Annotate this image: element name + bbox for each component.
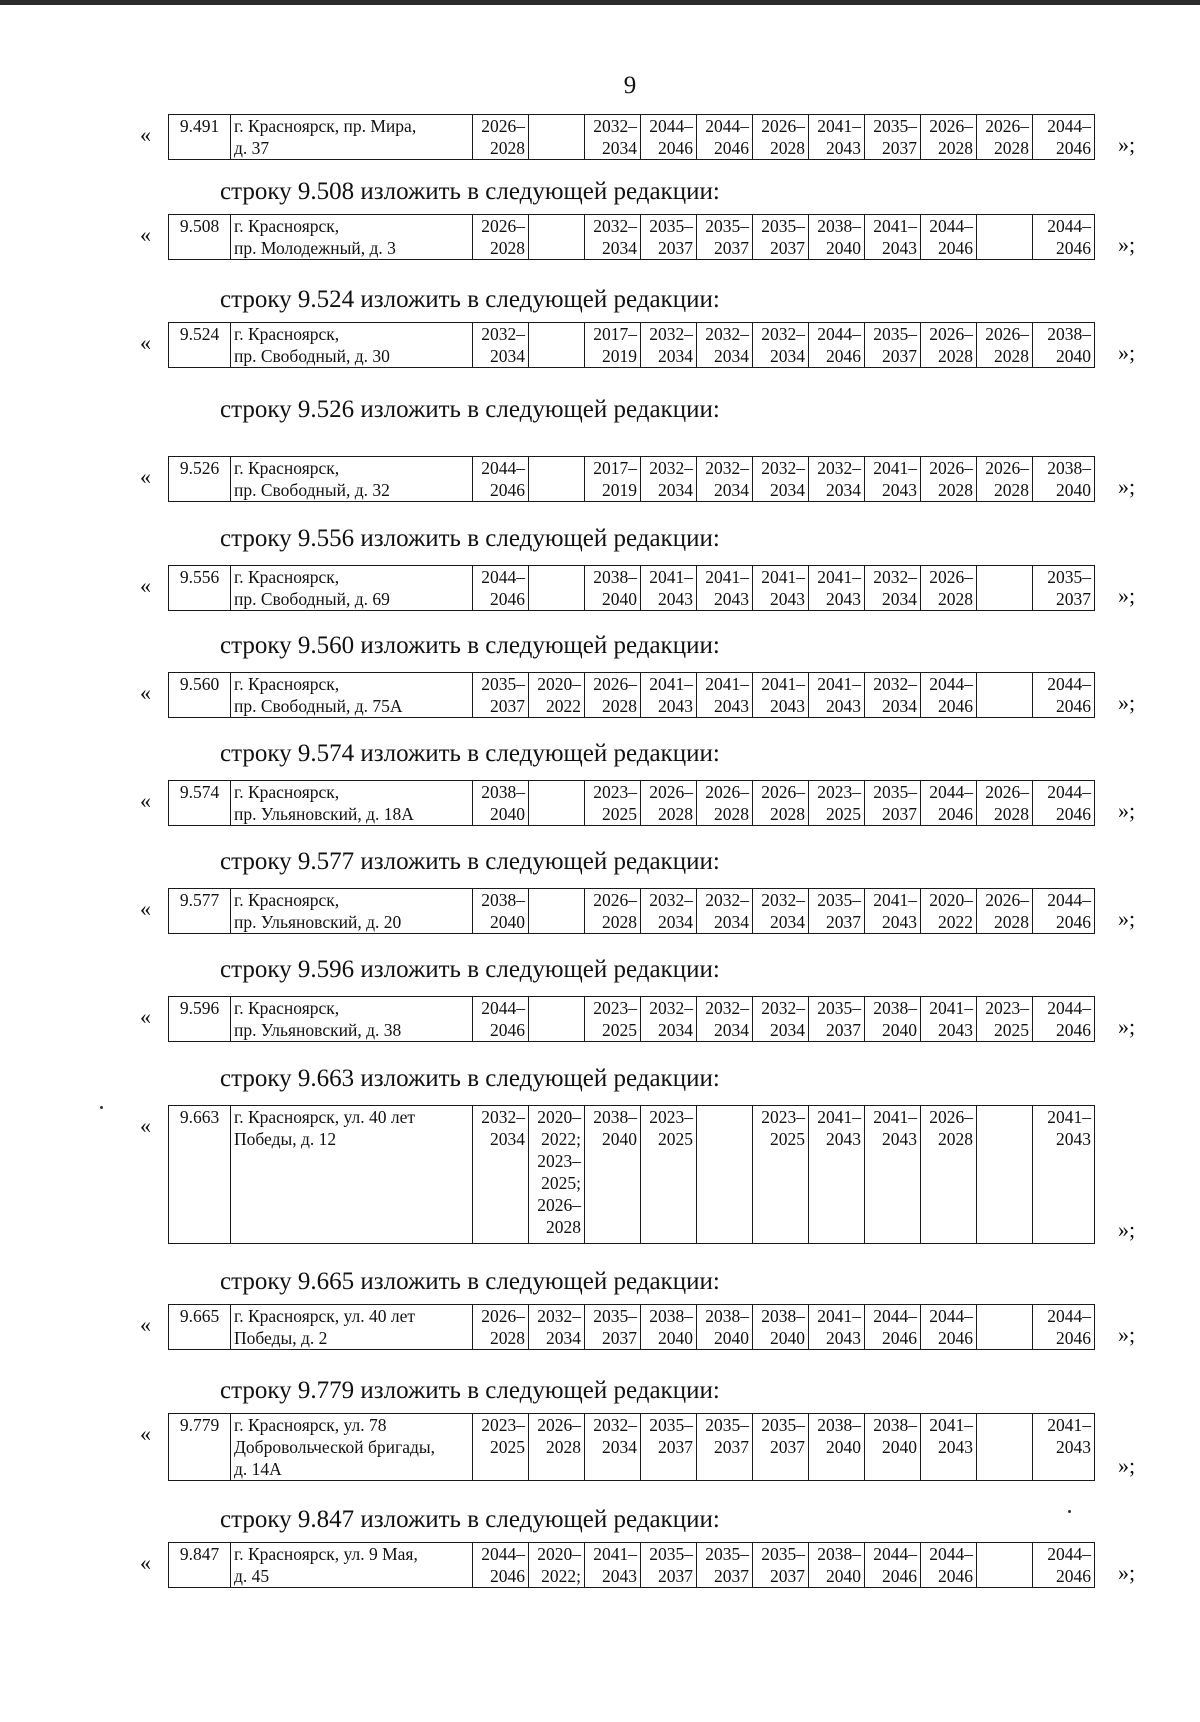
quote-open: « (140, 680, 151, 705)
year-cell: 2032– 2034 (753, 323, 809, 368)
year-cell: 2023– 2025 (977, 997, 1033, 1042)
year-cell: 2032– 2034 (865, 673, 921, 718)
table-row (168, 1304, 1095, 1350)
table-row (168, 780, 1095, 826)
year-cell: 2026– 2028 (473, 115, 529, 160)
year-cell: 2041– 2043 (865, 215, 921, 260)
quote-close: »; (1118, 906, 1136, 931)
year-cell: 2041– 2043 (809, 673, 865, 718)
year-cell: 2026– 2028 (921, 457, 977, 502)
quote-close: »; (1118, 1560, 1136, 1585)
year-cell: 2020– 2022; 2023– 2025; 2026– 2028 (529, 1106, 585, 1244)
year-cell: 2020– 2022 (921, 889, 977, 934)
year-cell: 2032– 2034 (585, 1414, 641, 1481)
year-cell: 2032– 2034 (641, 457, 697, 502)
scan-speck (1068, 1510, 1071, 1513)
quote-close: »; (1118, 232, 1136, 257)
year-cell: 2032– 2034 (753, 997, 809, 1042)
instruction-text: строку 9.847 изложить в следующей редакции: (220, 1506, 720, 1533)
year-cell: 2032– 2034 (473, 1106, 529, 1244)
instruction-text: строку 9.665 изложить в следующей редакции: (220, 1268, 720, 1295)
year-cell: 2041– 2043 (585, 1543, 641, 1588)
year-cell: 2026– 2028 (641, 781, 697, 826)
row-number: 9.779 (169, 1414, 231, 1481)
table-row (168, 456, 1095, 502)
quote-open: « (140, 464, 151, 489)
table-row (168, 996, 1095, 1042)
year-cell: 2032– 2034 (529, 1305, 585, 1350)
instruction-text: строку 9.560 изложить в следующей редакции: (220, 632, 720, 659)
year-cell: 2041– 2043 (641, 566, 697, 611)
address-cell: г. Красноярск, пр. Свободный, д. 69 (231, 566, 473, 611)
address-cell: г. Красноярск, ул. 9 Мая, д. 45 (231, 1543, 473, 1588)
address-cell: г. Красноярск, ул. 40 лет Победы, д. 12 (231, 1106, 473, 1244)
table-row (168, 888, 1095, 934)
address-cell: г. Красноярск, пр. Молодежный, д. 3 (231, 215, 473, 260)
year-cell: 2038– 2040 (809, 215, 865, 260)
year-cell: 2038– 2040 (585, 1106, 641, 1244)
quote-close: »; (1118, 474, 1136, 499)
year-cell: 2044– 2046 (865, 1305, 921, 1350)
year-cell: 2032– 2034 (809, 457, 865, 502)
quote-open: « (140, 222, 151, 247)
year-cell: 2044– 2046 (697, 115, 753, 160)
address-cell: г. Красноярск, пр. Ульяновский, д. 38 (231, 997, 473, 1042)
year-cell: 2038– 2040 (585, 566, 641, 611)
year-cell: 2026– 2028 (473, 215, 529, 260)
year-cell (977, 215, 1033, 260)
year-cell: 2032– 2034 (697, 457, 753, 502)
year-cell: 2038– 2040 (1033, 457, 1095, 502)
year-cell: 2044– 2046 (921, 1305, 977, 1350)
year-cell: 2023– 2025 (753, 1106, 809, 1244)
quote-open: « (140, 896, 151, 921)
year-cell: 2035– 2037 (697, 215, 753, 260)
year-cell: 2032– 2034 (641, 889, 697, 934)
year-cell: 2041– 2043 (921, 1414, 977, 1481)
year-cell: 2044– 2046 (921, 1543, 977, 1588)
quote-open: « (140, 788, 151, 813)
year-cell: 2035– 2037 (641, 215, 697, 260)
year-cell: 2038– 2040 (641, 1305, 697, 1350)
year-cell: 2044– 2046 (473, 566, 529, 611)
address-cell: г. Красноярск, пр. Ульяновский, д. 18А (231, 781, 473, 826)
row-number: 9.663 (169, 1106, 231, 1244)
year-cell: 2038– 2040 (865, 997, 921, 1042)
year-cell: 2038– 2040 (1033, 323, 1095, 368)
year-cell: 2032– 2034 (697, 323, 753, 368)
year-cell: 2044– 2046 (809, 323, 865, 368)
address-cell: г. Красноярск, пр. Свободный, д. 32 (231, 457, 473, 502)
year-cell: 2023– 2025 (585, 997, 641, 1042)
year-cell: 2041– 2043 (697, 566, 753, 611)
year-cell: 2026– 2028 (473, 1305, 529, 1350)
quote-close: »; (1118, 690, 1136, 715)
table-row (168, 1542, 1095, 1588)
year-cell: 2038– 2040 (809, 1543, 865, 1588)
year-cell: 2044– 2046 (473, 997, 529, 1042)
year-cell (697, 1106, 753, 1244)
year-cell: 2026– 2028 (585, 889, 641, 934)
address-cell: г. Красноярск, ул. 40 лет Победы, д. 2 (231, 1305, 473, 1350)
year-cell: 2035– 2037 (1033, 566, 1095, 611)
year-cell: 2026– 2028 (585, 673, 641, 718)
year-cell (529, 457, 585, 502)
year-cell: 2032– 2034 (753, 889, 809, 934)
year-cell: 2044– 2046 (921, 673, 977, 718)
year-cell: 2032– 2034 (865, 566, 921, 611)
year-cell: 2044– 2046 (473, 1543, 529, 1588)
year-cell: 2035– 2037 (585, 1305, 641, 1350)
year-cell: 2026– 2028 (977, 457, 1033, 502)
year-cell: 2035– 2037 (473, 673, 529, 718)
row-number: 9.596 (169, 997, 231, 1042)
year-cell (977, 1106, 1033, 1244)
address-cell: г. Красноярск, пр. Свободный, д. 30 (231, 323, 473, 368)
year-cell: 2035– 2037 (865, 323, 921, 368)
year-cell: 2032– 2034 (473, 323, 529, 368)
year-cell: 2044– 2046 (1033, 115, 1095, 160)
year-cell (529, 215, 585, 260)
year-cell (529, 323, 585, 368)
quote-open: « (140, 122, 151, 147)
year-cell: 2041– 2043 (809, 566, 865, 611)
year-cell: 2038– 2040 (697, 1305, 753, 1350)
instruction-text: строку 9.663 изложить в следующей редакции: (220, 1065, 720, 1092)
year-cell: 2026– 2028 (921, 115, 977, 160)
instruction-text: строку 9.508 изложить в следующей редакции: (220, 178, 720, 205)
year-cell: 2035– 2037 (641, 1414, 697, 1481)
year-cell (529, 781, 585, 826)
year-cell: 2035– 2037 (697, 1414, 753, 1481)
quote-open: « (140, 330, 151, 355)
year-cell: 2044– 2046 (1033, 215, 1095, 260)
year-cell: 2032– 2034 (697, 889, 753, 934)
year-cell: 2041– 2043 (865, 457, 921, 502)
instruction-text: строку 9.779 изложить в следующей редакции: (220, 1377, 720, 1404)
year-cell: 2041– 2043 (641, 673, 697, 718)
quote-open: « (140, 573, 151, 598)
year-cell: 2026– 2028 (921, 566, 977, 611)
row-number: 9.524 (169, 323, 231, 368)
year-cell: 2035– 2037 (697, 1543, 753, 1588)
quote-open: « (140, 1550, 151, 1575)
instruction-text: строку 9.524 изложить в следующей редакции: (220, 286, 720, 313)
year-cell: 2041– 2043 (809, 1305, 865, 1350)
year-cell: 2023– 2025 (641, 1106, 697, 1244)
row-number: 9.491 (169, 115, 231, 160)
instruction-text: строку 9.526 изложить в следующей редакции: (220, 396, 720, 423)
quote-close: »; (1118, 1322, 1136, 1347)
quote-close: »; (1118, 340, 1136, 365)
instruction-text: строку 9.596 изложить в следующей редакции: (220, 956, 720, 983)
instruction-text: строку 9.556 изложить в следующей редакции: (220, 525, 720, 552)
address-cell: г. Красноярск, пр. Мира, д. 37 (231, 115, 473, 160)
year-cell: 2032– 2034 (753, 457, 809, 502)
year-cell: 2032– 2034 (585, 215, 641, 260)
table-row (168, 322, 1095, 368)
year-cell: 2041– 2043 (865, 1106, 921, 1244)
year-cell: 2044– 2046 (473, 457, 529, 502)
year-cell: 2026– 2028 (977, 889, 1033, 934)
year-cell: 2044– 2046 (1033, 1543, 1095, 1588)
year-cell: 2038– 2040 (473, 781, 529, 826)
row-number: 9.574 (169, 781, 231, 826)
year-cell: 2023– 2025 (473, 1414, 529, 1481)
table-row (168, 1413, 1095, 1481)
quote-close: »; (1118, 1453, 1136, 1478)
year-cell: 2035– 2037 (641, 1543, 697, 1588)
year-cell: 2041– 2043 (809, 1106, 865, 1244)
year-cell: 2026– 2028 (977, 323, 1033, 368)
quote-open: « (140, 1113, 151, 1138)
row-number: 9.556 (169, 566, 231, 611)
year-cell: 2035– 2037 (753, 215, 809, 260)
year-cell: 2035– 2037 (753, 1543, 809, 1588)
year-cell (977, 566, 1033, 611)
year-cell: 2038– 2040 (865, 1414, 921, 1481)
year-cell (977, 1305, 1033, 1350)
year-cell: 2026– 2028 (977, 781, 1033, 826)
page-number: 9 (623, 72, 637, 99)
year-cell: 2044– 2046 (865, 1543, 921, 1588)
row-number: 9.665 (169, 1305, 231, 1350)
year-cell: 2026– 2028 (753, 115, 809, 160)
year-cell (529, 889, 585, 934)
year-cell: 2035– 2037 (753, 1414, 809, 1481)
quote-close: »; (1118, 132, 1136, 157)
row-number: 9.847 (169, 1543, 231, 1588)
year-cell: 2026– 2028 (977, 115, 1033, 160)
year-cell: 2041– 2043 (809, 115, 865, 160)
year-cell: 2035– 2037 (865, 115, 921, 160)
year-cell (977, 1414, 1033, 1481)
row-number: 9.526 (169, 457, 231, 502)
quote-open: « (140, 1312, 151, 1337)
quote-close: »; (1118, 583, 1136, 608)
year-cell: 2041– 2043 (865, 889, 921, 934)
address-cell: г. Красноярск, ул. 78 Добровольческой бригады, д. 14А (231, 1414, 473, 1481)
year-cell: 2041– 2043 (753, 566, 809, 611)
row-number: 9.560 (169, 673, 231, 718)
year-cell: 2032– 2034 (697, 997, 753, 1042)
table-row (168, 1105, 1095, 1244)
year-cell: 2044– 2046 (1033, 997, 1095, 1042)
table-row (168, 565, 1095, 611)
year-cell: 2020– 2022; (529, 1543, 585, 1588)
year-cell (977, 673, 1033, 718)
year-cell: 2044– 2046 (1033, 781, 1095, 826)
year-cell (977, 1543, 1033, 1588)
year-cell: 2041– 2043 (753, 673, 809, 718)
scan-edge (0, 0, 1200, 5)
year-cell (529, 566, 585, 611)
year-cell: 2044– 2046 (1033, 1305, 1095, 1350)
year-cell: 2032– 2034 (641, 997, 697, 1042)
year-cell: 2026– 2028 (921, 1106, 977, 1244)
year-cell: 2032– 2034 (585, 115, 641, 160)
year-cell: 2038– 2040 (473, 889, 529, 934)
year-cell: 2026– 2028 (753, 781, 809, 826)
year-cell: 2035– 2037 (809, 997, 865, 1042)
year-cell: 2017– 2019 (585, 457, 641, 502)
quote-close: »; (1118, 1014, 1136, 1039)
scan-speck (100, 1106, 103, 1109)
year-cell: 2035– 2037 (809, 889, 865, 934)
address-cell: г. Красноярск, пр. Свободный, д. 75А (231, 673, 473, 718)
year-cell (529, 997, 585, 1042)
year-cell: 2023– 2025 (809, 781, 865, 826)
year-cell: 2041– 2043 (1033, 1414, 1095, 1481)
year-cell: 2038– 2040 (753, 1305, 809, 1350)
table-row (168, 114, 1095, 160)
year-cell: 2041– 2043 (1033, 1106, 1095, 1244)
year-cell: 2044– 2046 (1033, 673, 1095, 718)
year-cell: 2026– 2028 (697, 781, 753, 826)
year-cell: 2041– 2043 (921, 997, 977, 1042)
row-number: 9.508 (169, 215, 231, 260)
year-cell: 2032– 2034 (641, 323, 697, 368)
year-cell: 2044– 2046 (921, 215, 977, 260)
year-cell: 2026– 2028 (921, 323, 977, 368)
year-cell: 2026– 2028 (529, 1414, 585, 1481)
year-cell: 2020– 2022 (529, 673, 585, 718)
table-row (168, 672, 1095, 718)
table-row (168, 214, 1095, 260)
year-cell: 2038– 2040 (809, 1414, 865, 1481)
year-cell: 2044– 2046 (641, 115, 697, 160)
year-cell: 2044– 2046 (1033, 889, 1095, 934)
year-cell: 2044– 2046 (921, 781, 977, 826)
year-cell: 2017– 2019 (585, 323, 641, 368)
year-cell: 2035– 2037 (865, 781, 921, 826)
quote-close: »; (1118, 1217, 1136, 1242)
quote-open: « (140, 1004, 151, 1029)
year-cell (529, 115, 585, 160)
instruction-text: строку 9.577 изложить в следующей редакции: (220, 848, 720, 875)
year-cell: 2041– 2043 (697, 673, 753, 718)
year-cell: 2023– 2025 (585, 781, 641, 826)
row-number: 9.577 (169, 889, 231, 934)
quote-close: »; (1118, 798, 1136, 823)
instruction-text: строку 9.574 изложить в следующей редакции: (220, 740, 720, 767)
quote-open: « (140, 1421, 151, 1446)
address-cell: г. Красноярск, пр. Ульяновский, д. 20 (231, 889, 473, 934)
